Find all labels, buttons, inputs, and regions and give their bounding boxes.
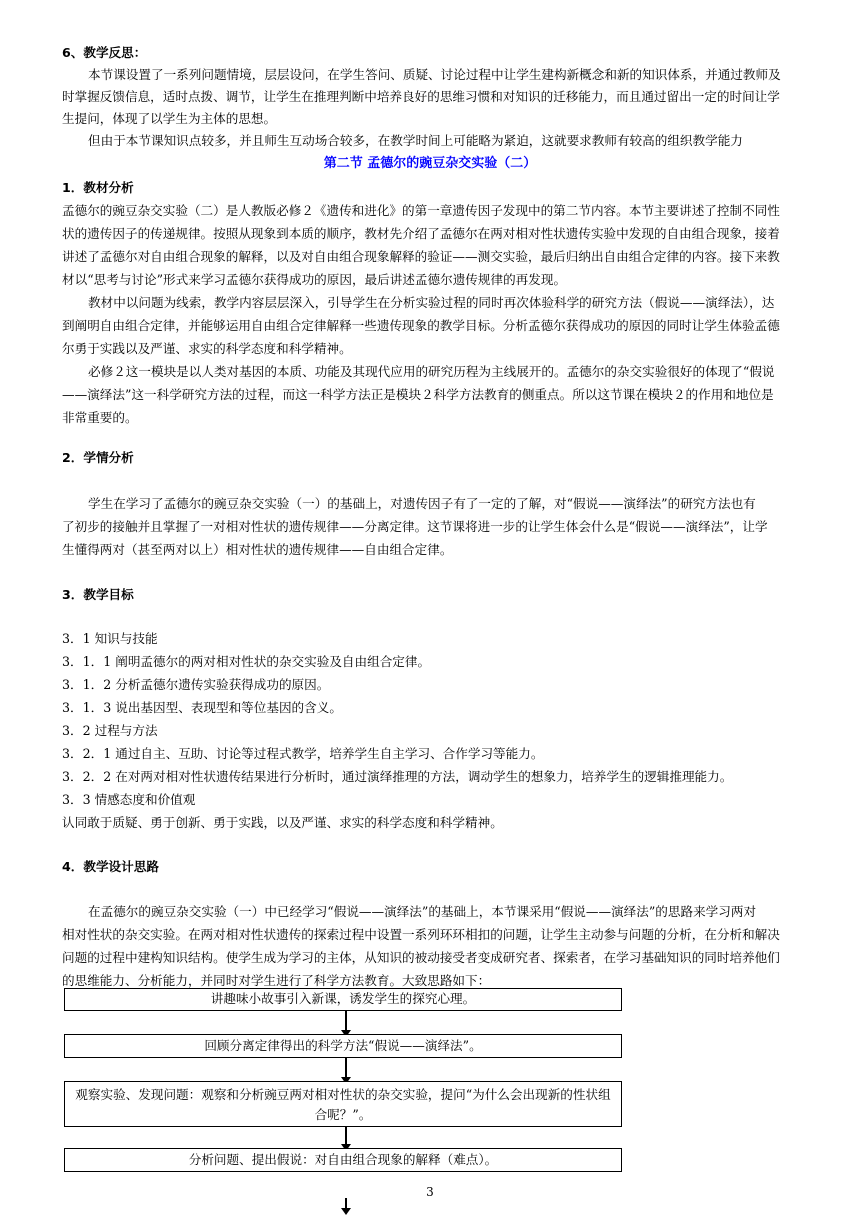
goal-line: 3．1．1 阐明孟德尔的两对相对性状的杂交实验及自由组合定律。	[62, 654, 431, 669]
learner-analysis-heading: 2．学情分析	[62, 450, 134, 465]
page-number: 3	[426, 1185, 434, 1199]
flow-step-text: 分析问题、提出假说：对自由组合现象的解释（难点）。	[188, 1152, 498, 1167]
flow-arrow	[345, 1058, 347, 1078]
paragraph-line: 教材中以问题为线索，教学内容层层深入，引导学生在分析实验过程的同时再次体验科学的研究方法（假说——演绎法），达	[88, 295, 775, 310]
paragraph-line: 本节课设置了一系列问题情境，层层设问，在学生答问、质疑、讨论过程中让学生建构新概念和新的知识体系，并通过教师及	[88, 67, 781, 82]
flow-arrow	[345, 1011, 347, 1031]
flow-step-text: 讲趣味小故事引入新课，诱发学生的探究心理。	[210, 991, 476, 1006]
flow-arrow	[345, 1198, 347, 1209]
flow-step-box	[64, 1081, 622, 1127]
goal-line: 3．2．1 通过自主、互助、讨论等过程式教学，培养学生自主学习、合作学习等能力。	[62, 746, 544, 761]
paragraph-line: 生懂得两对（甚至两对以上）相对性状的遗传规律——自由组合定律。	[62, 542, 453, 557]
goal-line: 3．1．2 分析孟德尔遗传实验获得成功的原因。	[62, 677, 330, 692]
paragraph-line: 尔勇于实践以及严谨、求实的科学态度和科学精神。	[62, 341, 352, 356]
paragraph-line: 的思维能力、分析能力，并同时对学生进行了科学方法教育。大致思路如下：	[62, 973, 491, 988]
paragraph-line: 时掌握反馈信息，适时点拨、调节，让学生在推理判断中培养良好的思维习惯和对知识的迁移能力，而且通过留出一定的时间让学	[62, 89, 780, 104]
paragraph-line: 生提问，体现了以学生为主体的思想。	[62, 111, 277, 126]
flow-step-box	[64, 1034, 622, 1058]
paragraph-line: 非常重要的。	[62, 410, 138, 425]
paragraph-line: 在孟德尔的豌豆杂交实验（一）中已经学习“假说——演绎法”的基础上，本节课采用“假说——演绎法”的思路来学习两对	[88, 904, 757, 919]
goal-line: 认同敢于质疑、勇于创新、勇于实践，以及严谨、求实的科学态度和科学精神。	[62, 815, 503, 830]
goal-line: 3．1．3 说出基因型、表现型和等位基因的含义。	[62, 700, 342, 715]
paragraph-line: 状的遗传因子的传递规律。按照从现象到本质的顺序，教材先介绍了孟德尔在两对相对性状遗传实验中发现的自由组合现象，接着	[62, 226, 780, 241]
goal-line: 3．3 情感态度和价值观	[62, 792, 196, 807]
paragraph-line: 必修２这一模块是以人类对基因的本质、功能及其现代应用的研究历程为主线展开的。孟德尔的杂交实验很好的体现了“假说	[88, 364, 775, 379]
flow-step-box	[64, 988, 622, 1011]
goal-line: 3．1 知识与技能	[62, 631, 158, 646]
paragraph-line: 学生在学习了孟德尔的豌豆杂交实验（一）的基础上，对遗传因子有了一定的了解，对“假说——演绎法”的研究方法也有	[88, 496, 756, 511]
textbook-analysis-heading: 1．教材分析	[62, 180, 134, 195]
paragraph-line: 材以“思考与讨论”形式来学习孟德尔获得成功的原因，最后讲述孟德尔遗传规律的再发现。	[62, 272, 567, 287]
teaching-goals-heading: 3．教学目标	[62, 587, 134, 602]
paragraph-line: 问题的过程中建构知识结构。使学生成为学习的主体，从知识的被动接受者变成研究者、探索者，在学习基础知识的同时培养他们	[62, 950, 780, 965]
paragraph-line: 相对性状的杂交实验。在两对相对性状遗传的探索过程中设置一系列环环相扣的问题，让学生主动参与问题的分析，在分析和解决	[62, 927, 780, 942]
paragraph-line: 到阐明自由组合定律，并能够运用自由组合定律解释一些遗传现象的教学目标。分析孟德尔获得成功的原因的同时让学生体验孟德	[62, 318, 780, 333]
paragraph-line: 但由于本节课知识点较多，并且师生互动场合较多，在教学时间上可能略为紧迫，这就要求教师有较高的组织教学能力	[88, 133, 743, 148]
section-title: 第二节 孟德尔的豌豆杂交实验（二）	[323, 156, 537, 171]
paragraph-line: 讲述了孟德尔对自由组合现象的解释，以及对自由组合现象解释的验证——测交实验，最后归纳出自由组合定律的内容。接下来教	[62, 249, 780, 264]
flow-step-text: 回顾分离定律得出的科学方法“假说——演绎法”。	[204, 1038, 482, 1053]
design-idea-heading: 4．教学设计思路	[62, 859, 159, 874]
flow-step-text: 观察实验、发现问题：观察和分析豌豆两对相对性状的杂交实验，提问“为什么会出现新的性状组合呢？”。	[75, 1087, 611, 1122]
paragraph-line: 孟德尔的豌豆杂交实验（二）是人教版必修２《遗传和进化》的第一章遗传因子发现中的第二节内容。本节主要讲述了控制不同性	[62, 203, 780, 218]
paragraph-line: 了初步的接触并且掌握了一对相对性状的遗传规律——分离定律。这节课将进一步的让学生体会什么是“假说——演绎法”，让学	[62, 519, 768, 534]
flow-arrow	[345, 1127, 347, 1145]
reflection-heading: 6、教学反思：	[62, 45, 147, 60]
goal-line: 3．2 过程与方法	[62, 723, 158, 738]
flow-step-box	[64, 1148, 622, 1172]
goal-line: 3．2．2 在对两对相对性状遗传结果进行分析时，通过演绎推理的方法，调动学生的想象力，培养学生的逻辑推理能力。	[62, 769, 733, 784]
paragraph-line: ——演绎法”这一科学研究方法的过程，而这一科学方法正是模块２科学方法教育的侧重点。所以这节课在模块２的作用和地位是	[62, 387, 774, 402]
